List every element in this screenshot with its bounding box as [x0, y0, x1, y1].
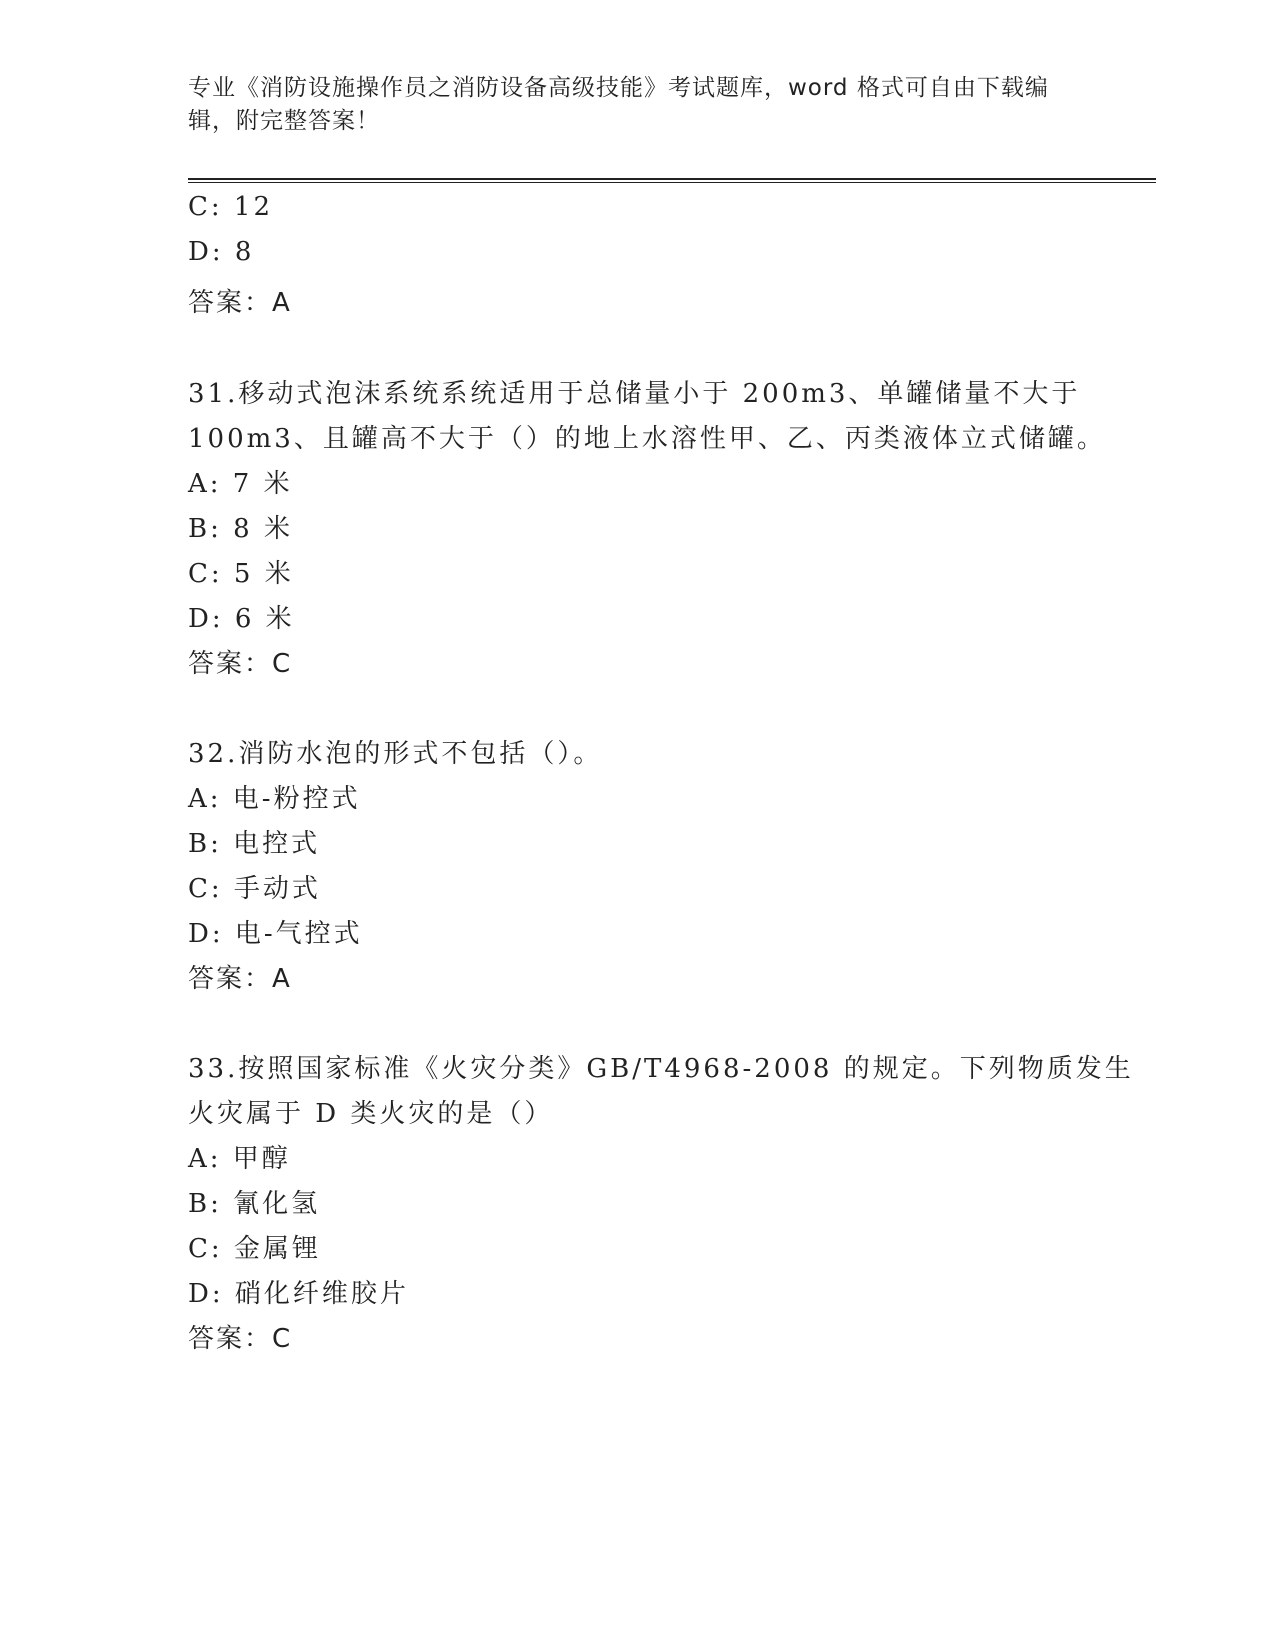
q33-stem-line1: 33.按照国家标准《火灾分类》GB/T4968-2008 的规定。下列物质发生	[188, 1054, 1134, 1084]
document-header: 专业《消防设施操作员之消防设备高级技能》考试题库，word 格式可自由下载编辑，附完整答案！	[188, 75, 1049, 134]
q33-option-a: A: 甲醇	[188, 1144, 291, 1174]
q31-option-c: C: 5 米	[188, 559, 294, 589]
q32-stem: 32.消防水泡的形式不包括（）。	[188, 739, 603, 769]
prev-question-answer: 答案：A	[188, 288, 292, 318]
q31-answer: 答案：C	[188, 649, 293, 679]
q33-answer: 答案：C	[188, 1324, 293, 1354]
q32-answer: 答案：A	[188, 964, 292, 994]
q31-stem-line2: 100m3、且罐高不大于（）的地上水溶性甲、乙、丙类液体立式储罐。	[188, 424, 1106, 454]
q33-option-d: D: 硝化纤维胶片	[188, 1279, 409, 1309]
q33-option-c: C: 金属锂	[188, 1234, 321, 1264]
q32-option-a: A: 电-粉控式	[188, 784, 361, 814]
q31-option-b: B: 8 米	[188, 514, 293, 544]
q31-option-a: A: 7 米	[188, 469, 293, 499]
q31-stem-line1: 31.移动式泡沫系统系统适用于总储量小于 200m3、单罐储量不大于	[188, 379, 1081, 409]
q32-option-b: B: 电控式	[188, 829, 321, 859]
q32-option-d: D: 电-气控式	[188, 919, 363, 949]
prev-question-option-d: D: 8	[188, 237, 255, 267]
q32-option-c: C: 手动式	[188, 874, 321, 904]
header-divider-thin	[188, 182, 1156, 183]
q31-option-d: D: 6 米	[188, 604, 295, 634]
prev-question-option-c: C: 12	[188, 192, 274, 222]
header-divider	[188, 178, 1156, 180]
q33-option-b: B: 氰化氢	[188, 1189, 321, 1219]
q33-stem-line2: 火灾属于 D 类火灾的是（）	[188, 1099, 554, 1129]
